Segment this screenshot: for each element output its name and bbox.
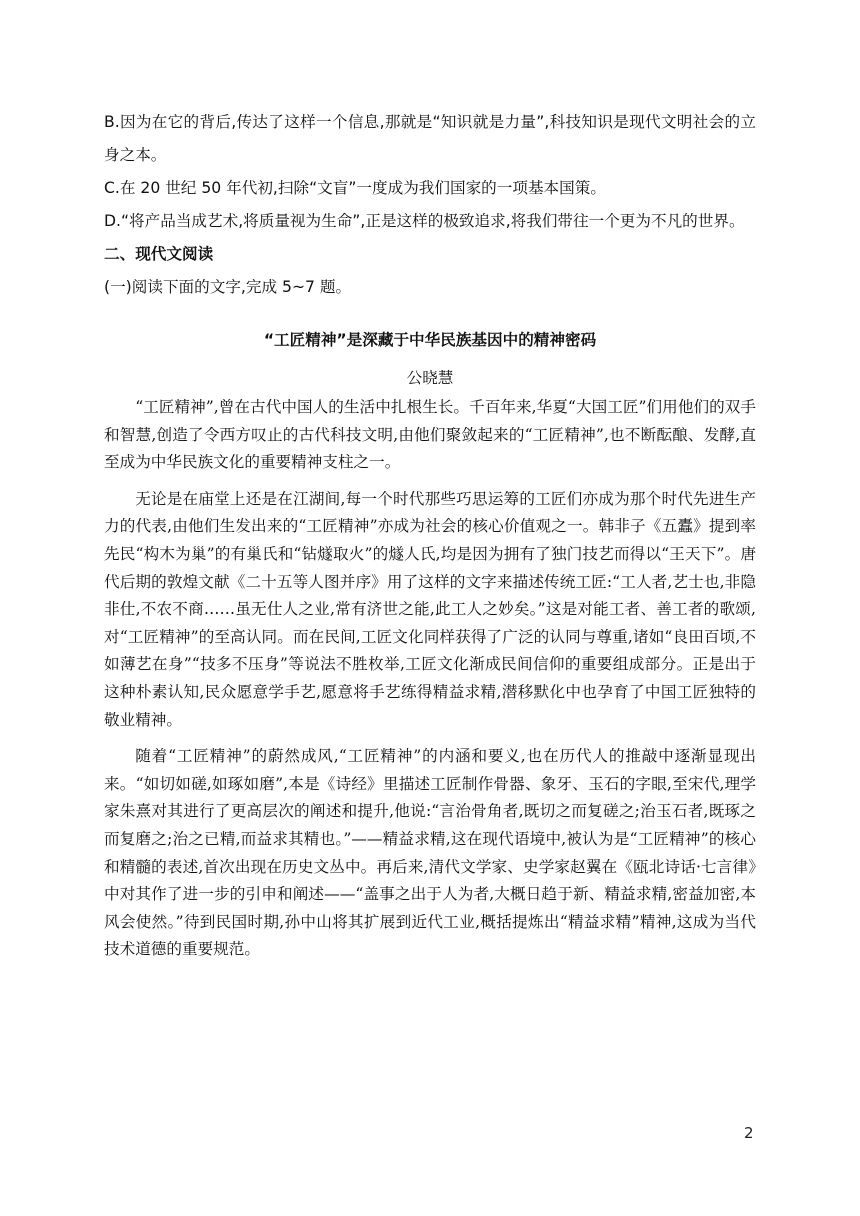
page-number: 2 [744, 1124, 754, 1142]
subsection-heading: (一)阅读下面的文字,完成 5~7 题。 [104, 278, 352, 296]
article-author: 公晓慧 [406, 369, 454, 387]
option-c: C.在 20 世纪 50 年代初,扫除“文盲”一度成为我们国家的一项基本国策。 [104, 179, 606, 197]
article-title: “工匠精神”是深藏于中华民族基因中的精神密码 [263, 331, 597, 349]
page-content [104, 106, 756, 964]
option-b: B.因为在它的背后,传达了这样一个信息,那就是“知识就是力量”,科技知识是现代文明社会的立身之本。 [104, 113, 756, 164]
article-paragraph-1: “工匠精神”,曾在古代中国人的生活中扎根生长。千百年来,华夏“大国工匠”们用他们的双手和智慧,创造了令西方叹止的古代科技文明,由他们聚敛起来的“工匠精神”,也不断酝酿、发酵,直至成为中华民族文化的重要精神支柱之一。 [104, 398, 756, 472]
article-paragraph-3: 随着“工匠精神”的蔚然成风,“工匠精神”的内涵和要义,也在历代人的推敲中逐渐显现出来。“如切如磋,如琢如磨”,本是《诗经》里描述工匠制作骨器、象牙、玉石的字眼,至宋代,理学家朱熹对其进行了更高层次的阐述和提升,他说:“言治骨角者,既切之而复磋之;治玉石者,既琢之而复磨之;治之已精,而益求其精也。”——精益求精,这在现代语境中,被认为是“工匠精神”的核心和精髓的表述,首次出现在历史文丛中。再后来,清代文学家、史学家赵翼在《瓯北诗话·七言律》中对其作了进一步的引申和阐述——“盖事之出于人为者,大概日趋于新、精益求精,密益加密,本风会使然。”待到民国时期,孙中山将其扩展到近代工业,概括提炼出“精益求精”精神,这成为当代技术道德的重要规范。 [104, 747, 756, 959]
article-paragraph-2: 无论是在庙堂上还是在江湖间,每一个时代那些巧思运筹的工匠们亦成为那个时代先进生产力的代表,由他们生发出来的“工匠精神”亦成为社会的核心价值观之一。韩非子《五蠹》提到率先民“构木为巢”的有巢氏和“钻燧取火”的燧人氏,均是因为拥有了独门技艺而得以“王天下”。唐代后期的敦煌文献《二十五等人图并序》用了这样的文字来描述传统工匠:“工人者,艺士也,非隐非仕,不农不商……虽无仕人之业,常有济世之能,此工人之妙矣。”这是对能工者、善工者的歌颂,对“工匠精神”的至高认同。而在民间,工匠文化同样获得了广泛的认同与尊重,诸如“良田百顷,不如薄艺在身”“技多不压身”等说法不胜枚举,工匠文化渐成民间信仰的重要组成部分。正是出于这种朴素认知,民众愿意学手艺,愿意将手艺练得精益求精,潜移默化中也孕育了中国工匠独特的敬业精神。 [104, 489, 756, 729]
article [104, 328, 756, 964]
section-heading: 二、现代文阅读 [104, 245, 214, 263]
option-d: D.“将产品当成艺术,将质量视为生命”,正是这样的极致追求,将我们带往一个更为不凡的世界。 [104, 212, 745, 230]
